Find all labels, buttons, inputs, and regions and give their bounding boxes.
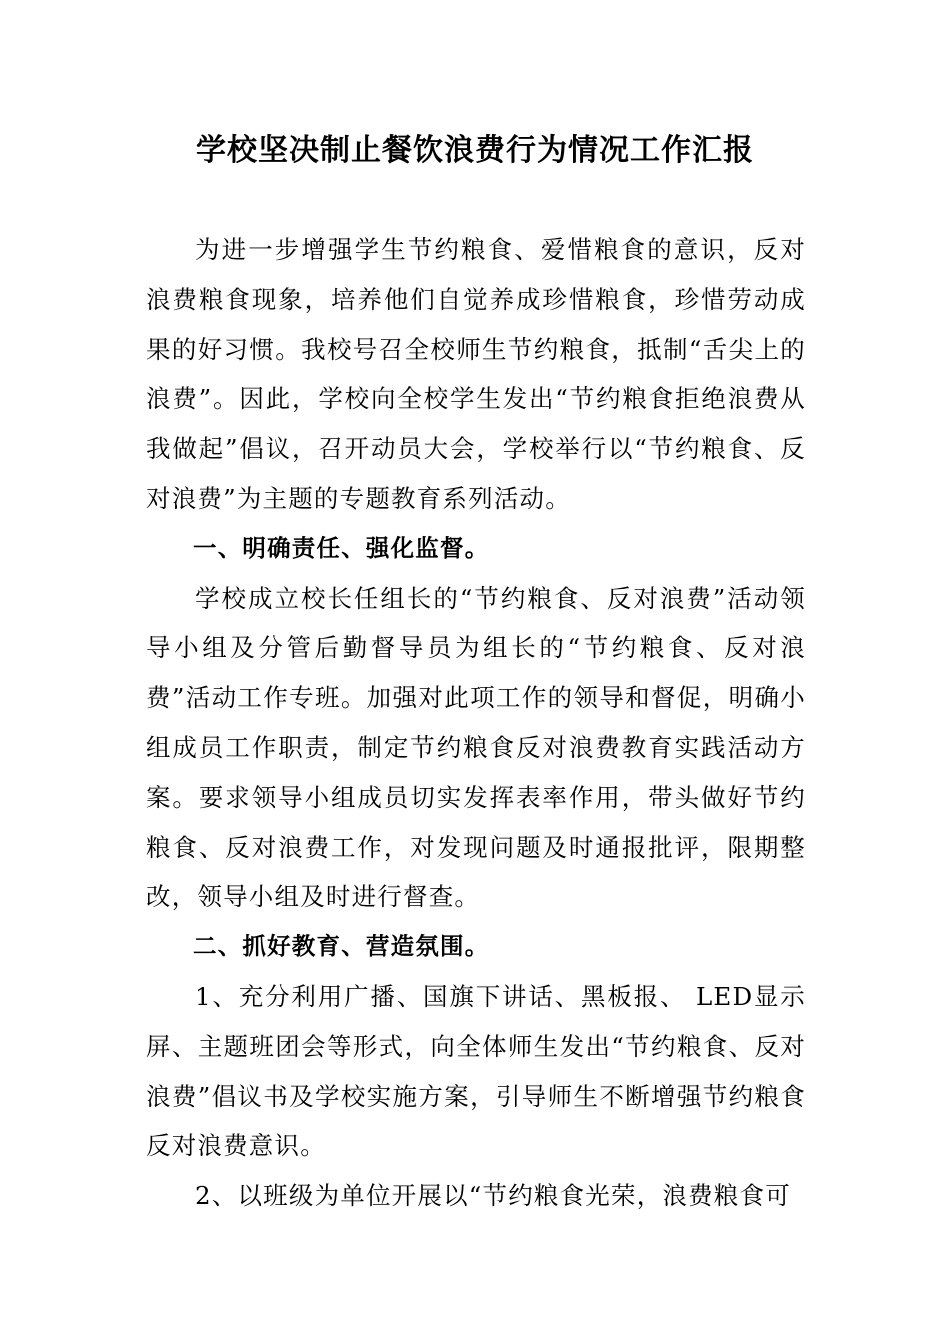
document-title: 学校坚决制止餐饮浪费行为情况工作汇报 [196, 133, 754, 168]
section-2-item-1: 1、充分利用广播、国旗下讲话、黑板报、 LED显示屏、主题班团会等形式，向全体师生发出“节约粮食、反对浪费”倡议书及学校实施方案，引导师生不断增强节约粮食反对浪费意识。 [146, 981, 806, 1161]
section-1-paragraph: 学校成立校长任组长的“节约粮食、反对浪费”活动领导小组及分管后勤督导员为组长的“节约粮食、反对浪费”活动工作专班。加强对此项工作的领导和督促，明确小组成员工作职责，制定节约粮食反对浪费教育实践活动方案。要求领导小组成员切实发挥表率作用，带头做好节约粮食、反对浪费工作，对发现问题及时通报批评，限期整改，领导小组及时进行督查。 [146, 583, 806, 912]
section-heading-2: 二、抓好教育、营造氛围。 [193, 932, 490, 961]
document-body [146, 225, 806, 1221]
section-2-item-2: 2、以班级为单位开展以“节约粮食光荣，浪费粮食可 [195, 1181, 791, 1211]
section-heading-1: 一、明确责任、强化监督。 [193, 533, 490, 562]
intro-paragraph: 为进一步增强学生节约粮食、爱惜粮食的意识，反对浪费粮食现象，培养他们自觉养成珍惜粮食，珍惜劳动成果的好习惯。我校号召全校师生节约粮食，抵制“舌尖上的浪费”。因此，学校向全校学生发出“节约粮食拒绝浪费从我做起”倡议，召开动员大会，学校举行以“节约粮食、反对浪费”为主题的专题教育系列活动。 [146, 235, 806, 513]
